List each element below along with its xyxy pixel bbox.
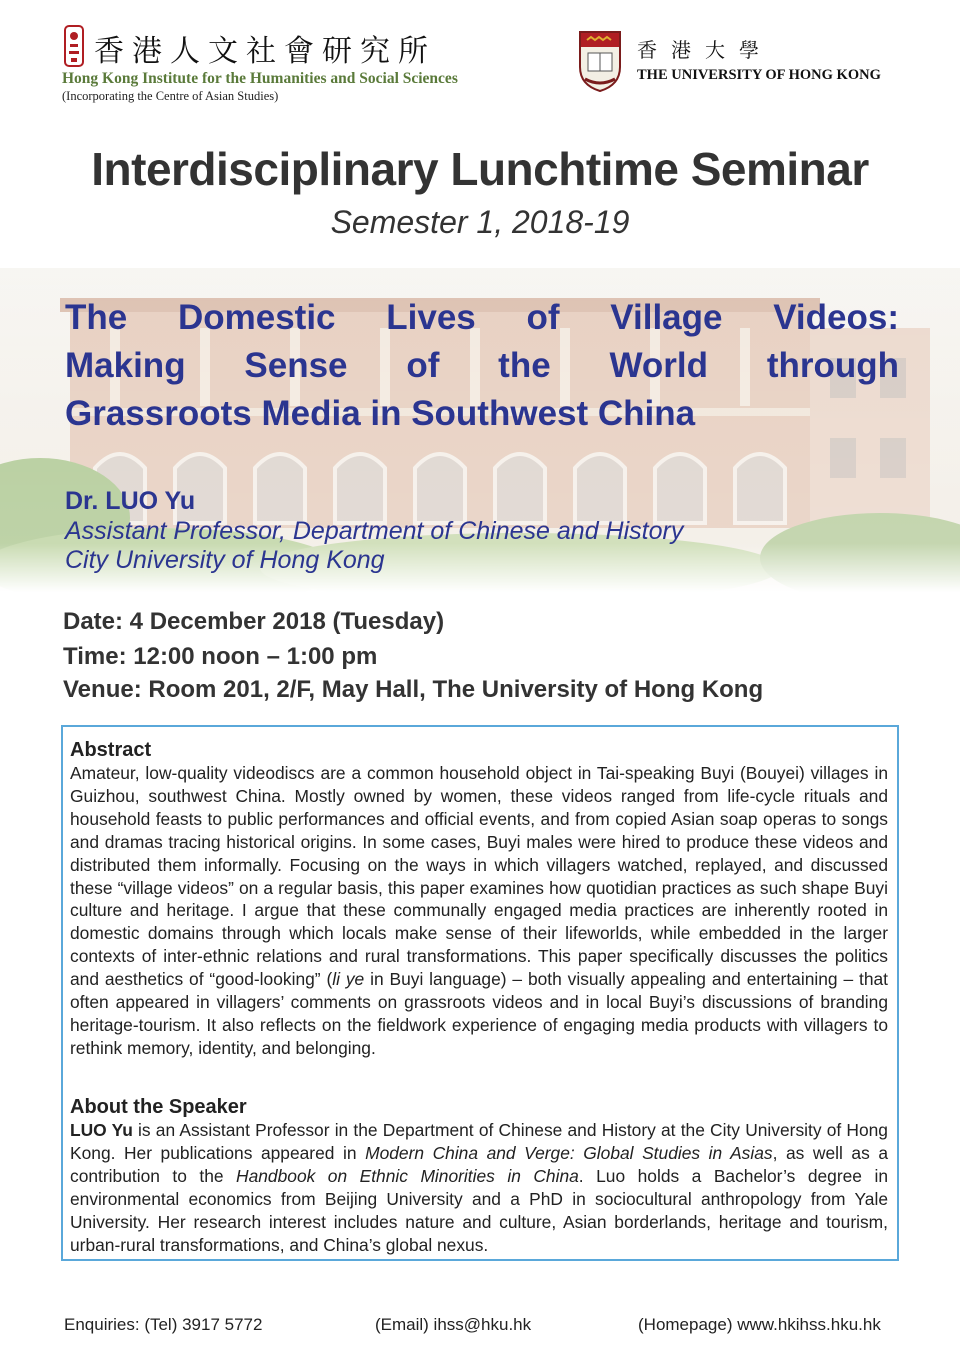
abstract-text-part-1: Amateur, low-quality videodiscs are a common household object in Tai-speaking Buyi (Bouyei) villages in Guizhou, southwest China. Mostly owned by women, these videos ranged from life-cycle rituals and household feasts to public performances and official events, and from copied Asian soap operas to songs and dramas tracing historical origins. In some cases, Buyi males were hired to produce these videos and distributed them informally. Focusing on the ways in which villagers watched, replayed, and discussed these “village videos” on a regular basis, this paper examines how quotidian practices as such shape Buyi culture and heritage. I argue that these communally engaged media practices are inherently rooted in domestic domains through which locals make sense of their lifeworlds, while embedded in the larger contexts of inter-ethnic relations and rural transformations. This paper specifically discusses the politics and aesthetics of “good-looking” ( bbox=[70, 763, 888, 990]
event-venue: Venue: Room 201, 2/F, May Hall, The University of Hong Kong bbox=[63, 676, 764, 703]
bio-publication-1: Modern China and Verge: Global Studies in Asias bbox=[365, 1142, 773, 1163]
speaker-name: Dr. LUO Yu bbox=[65, 487, 196, 515]
hku-name-english: THE UNIVERSITY OF HONG KONG bbox=[637, 67, 881, 83]
talk-title-line-1: The Domestic Lives of Village Videos: bbox=[65, 298, 899, 337]
abstract-text bbox=[70, 762, 888, 1060]
footer-telephone: Enquiries: (Tel) 3917 5772 bbox=[64, 1315, 263, 1334]
speaker-affiliation: City University of Hong Kong bbox=[65, 546, 385, 574]
talk-title bbox=[65, 294, 899, 438]
seminar-series-title: Interdisciplinary Lunchtime Seminar bbox=[91, 143, 869, 195]
bio-text-part-3: . Luo holds a Bachelor’s degree in environmental economics from Beijing University and a PhD in sociocultural anthropology from Yale University. Her research interest includes nature and culture, Asian borderlands, heritage and tourism, urban-rural transformations, and China’s global nexus. bbox=[70, 1165, 888, 1255]
speaker-position: Assistant Professor, Department of Chinese and History bbox=[65, 517, 684, 545]
semester-label: Semester 1, 2018-19 bbox=[330, 204, 630, 240]
ihss-name-english: Hong Kong Institute for the Humanities and Social Sciences bbox=[62, 70, 458, 87]
abstract-text-part-2: in Buyi language) – both visually appealing and entertaining – that often appeared in villagers’ comments on grassroots videos and in local Buyi’s discussions of branding heritage-tourism. It also reflects on the fieldwork experience of engaging media products with villagers to rethink memory, identity, and belonging. bbox=[70, 969, 889, 1058]
abstract-section bbox=[70, 738, 888, 1060]
hku-crest-icon bbox=[577, 29, 623, 93]
ihss-subtitle: (Incorporating the Centre of Asian Studies) bbox=[62, 89, 279, 103]
bio-publication-2: Handbook on Ethnic Minorities in China bbox=[236, 1165, 579, 1186]
ihss-seal-icon bbox=[62, 24, 86, 68]
about-speaker-text bbox=[70, 1119, 888, 1256]
speaker-details bbox=[65, 517, 683, 575]
footer-homepage: (Homepage) www.hkihss.hku.hk bbox=[638, 1315, 881, 1334]
talk-title-line-3: Grassroots Media in Southwest China bbox=[65, 394, 696, 433]
talk-title-line-2: Making Sense of the World through bbox=[65, 346, 899, 385]
bio-text-part-1: is an Assistant Professor in the Department of Chinese and History at the City University of Hong Kong. Her publications appeared in bbox=[70, 1120, 888, 1163]
about-speaker-section bbox=[70, 1095, 888, 1256]
ihss-name-chinese: 香港人文社會研究所 bbox=[94, 34, 436, 69]
abstract-italic-term: li ye bbox=[332, 969, 365, 990]
hku-name-chinese: 香港大學 bbox=[637, 38, 773, 62]
bio-text-part-2: , as well as a contribution to the bbox=[70, 1142, 888, 1186]
event-time: Time: 12:00 noon – 1:00 pm bbox=[63, 643, 378, 670]
event-date: Date: 4 December 2018 (Tuesday) bbox=[63, 608, 445, 635]
about-speaker-heading: About the Speaker bbox=[70, 1096, 247, 1118]
speaker-bio-name: LUO Yu bbox=[70, 1120, 133, 1140]
footer-email: (Email) ihss@hku.hk bbox=[375, 1315, 532, 1334]
abstract-heading: Abstract bbox=[70, 739, 152, 761]
